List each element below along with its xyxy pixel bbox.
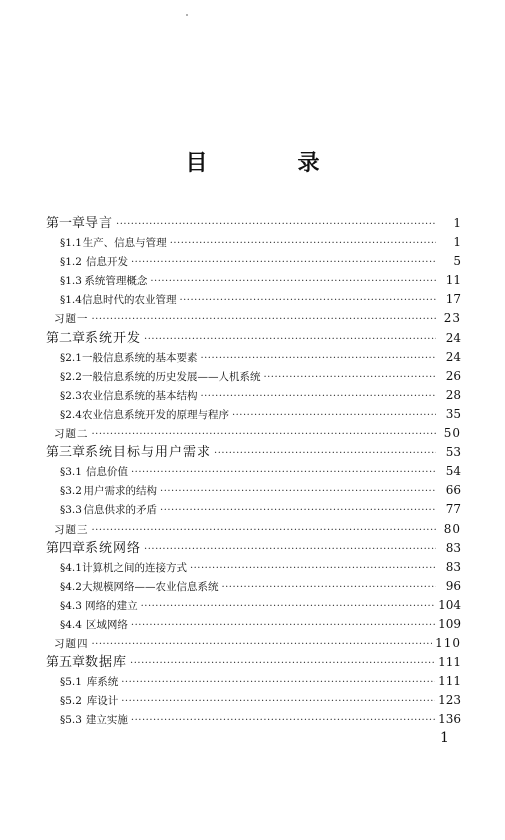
toc-entry-page: 11 [445,273,461,288]
toc-entry-number: §4.2 [60,580,82,593]
scan-speck [186,14,188,16]
toc-entry-number: §5.2 [60,695,82,708]
toc-entry-section [46,367,461,386]
toc-entry-page: 77 [445,502,461,517]
toc-entry-number: §4.3 [60,599,82,612]
toc-entry-page: 83 [445,540,461,555]
toc-entry-page: 80 [443,521,461,536]
toc-entry-page: 17 [445,292,461,307]
toc-entry-title: 计算机之间的连接方式 [81,561,187,574]
toc-entry-exercise [46,520,461,539]
dot-leader [221,578,436,597]
dot-leader [130,653,435,673]
toc-entry-title: 农业信息系统的基本结构 [81,389,198,402]
dot-leader [232,406,436,425]
dot-leader [170,234,436,253]
dot-leader [144,329,436,349]
toc-entry-title: 导言 [85,216,114,231]
toc-entry-section [46,672,461,691]
toc-entry-page: 24 [445,349,461,364]
toc-entry-page: 83 [445,559,461,574]
toc-entry-number: §1.3 [60,275,82,288]
toc-entry-title: 习题三 [54,523,89,536]
toc-entry-number: §5.1 [60,676,82,689]
dot-leader [131,711,435,730]
toc-entry-title: 信息价值 [85,466,128,479]
toc-entry-page: 5 [453,254,461,269]
toc-entry-page: 53 [445,445,461,460]
dot-leader [131,253,436,272]
toc-entry-title: 系统网络 [85,540,142,556]
dot-leader [160,482,436,501]
toc-entry-section [46,596,461,615]
dot-leader [144,539,436,559]
dot-leader [160,501,436,520]
toc-entry-number: §1.4 [60,294,82,307]
toc-entry-number: 第三章 [46,445,86,461]
toc-entry-page: 109 [438,616,461,631]
toc-entry-section [46,252,461,271]
dot-leader [92,425,437,444]
toc-entry-number: §5.3 [60,714,82,727]
toc-entry-title: 用户需求的结构 [83,485,158,498]
toc-entry-page: 111 [438,655,461,670]
toc-entry-section [46,271,461,290]
toc-entry-title: 大规模网络——农业信息系统 [81,580,219,593]
dot-leader [141,597,436,616]
toc-entry-title: 系统管理概念 [84,275,148,288]
toc-entry-page: 24 [445,330,461,345]
toc-entry-section [46,615,461,634]
toc-entry-number: 第五章 [46,655,86,671]
toc-entry-page: 54 [445,464,461,479]
toc-entry-page: 110 [435,636,461,651]
dot-leader [121,673,435,692]
toc-entry-number: §2.2 [60,370,82,383]
toc-entry-section [46,500,461,519]
toc-entry-number: 第一章 [46,216,86,231]
toc-entry-section [46,481,461,500]
toc-entry-title: 系统目标与用户需求 [85,445,212,461]
toc-entry-section [46,558,461,577]
toc-entry-title: 库系统 [86,676,119,689]
dot-leader [92,310,437,329]
toc-entry-chapter [46,539,461,558]
toc-entry-page: 136 [438,712,461,727]
toc-entry-title: 农业信息系统开发的原理与程序 [81,408,229,421]
toc-entry-number: §3.2 [60,485,82,498]
toc-entry-section [46,348,461,367]
toc-entry-section [46,691,461,710]
toc-entry-chapter [46,329,461,348]
dot-leader [92,635,433,654]
toc-entry-section [46,290,461,309]
dot-leader [190,559,436,578]
dot-leader [150,272,436,291]
toc-entry-exercise [46,424,461,443]
toc-entry-title: 习题二 [54,428,89,441]
toc-entry-page: 123 [438,693,461,708]
toc-entry-title: 库设计 [86,695,119,708]
dot-leader [263,368,436,387]
toc-entry-exercise [46,309,461,328]
page-number: 1 [440,730,449,746]
toc-entry-page: 66 [445,483,461,498]
toc-entry-title: 习题一 [54,313,89,326]
dot-leader [121,692,435,711]
toc-entry-title: 系统开发 [85,330,142,346]
toc-entry-page: 1 [453,235,461,250]
toc-entry-section [46,577,461,596]
toc-entry-title: 网络的建立 [85,599,138,612]
toc-entry-title: 数据库 [85,655,128,671]
toc-entry-chapter [46,443,461,462]
toc-entry-title: 信息开发 [85,256,128,269]
toc-entry-title: 生产、信息与管理 [82,237,167,250]
toc-entry-title: 一般信息系统的历史发展——人机系统 [81,370,261,383]
toc-entry-title: 信息供求的矛盾 [83,504,158,517]
toc-entry-chapter [46,214,461,233]
toc-entry-title: 信息时代的农业管理 [81,294,177,307]
toc-entry-section [46,386,461,405]
dot-leader [214,443,436,463]
toc-entry-page: 26 [445,368,461,383]
page-title: 目 录 [185,151,354,176]
toc-entry-number: §3.3 [60,504,82,517]
toc-entry-number: §2.3 [60,389,82,402]
toc-entry-number: §2.4 [60,408,82,421]
toc-entry-number: 第二章 [46,330,86,346]
dot-leader [131,463,436,482]
toc-entry-number: §4.1 [60,561,82,574]
toc-entry-page: 1 [453,216,461,230]
toc-entry-section [46,462,461,481]
toc-entry-title: 建立实施 [85,714,128,727]
toc-entry-number: §4.4 [60,618,82,631]
toc-entry-page: 28 [445,387,461,402]
toc-entry-section [46,405,461,424]
toc-entry-number: §1.2 [60,256,82,269]
dot-leader [92,521,437,540]
dot-leader [116,214,436,234]
dot-leader [200,349,436,368]
toc-entry-number: 第四章 [46,540,86,556]
toc-entry-page: 96 [445,578,461,593]
toc-entry-page: 50 [443,426,461,441]
toc-entry-chapter [46,653,461,672]
toc-entry-page: 111 [438,674,461,689]
toc-entry-title: 区域网络 [85,618,128,631]
dot-leader [131,616,435,635]
toc-entry-section [46,233,461,252]
dot-leader [200,387,436,406]
table-of-contents [46,214,461,730]
toc-entry-number: §1.1 [60,237,82,250]
toc-entry-number: §2.1 [60,351,82,364]
toc-entry-number: §3.1 [60,466,82,479]
toc-entry-title: 习题四 [54,638,89,651]
toc-entry-exercise [46,634,461,653]
toc-entry-section [46,710,461,729]
toc-entry-page: 104 [438,597,461,612]
toc-entry-page: 23 [443,311,461,326]
dot-leader [179,291,436,310]
toc-entry-page: 35 [445,406,461,421]
toc-entry-title: 一般信息系统的基本要素 [81,351,198,364]
